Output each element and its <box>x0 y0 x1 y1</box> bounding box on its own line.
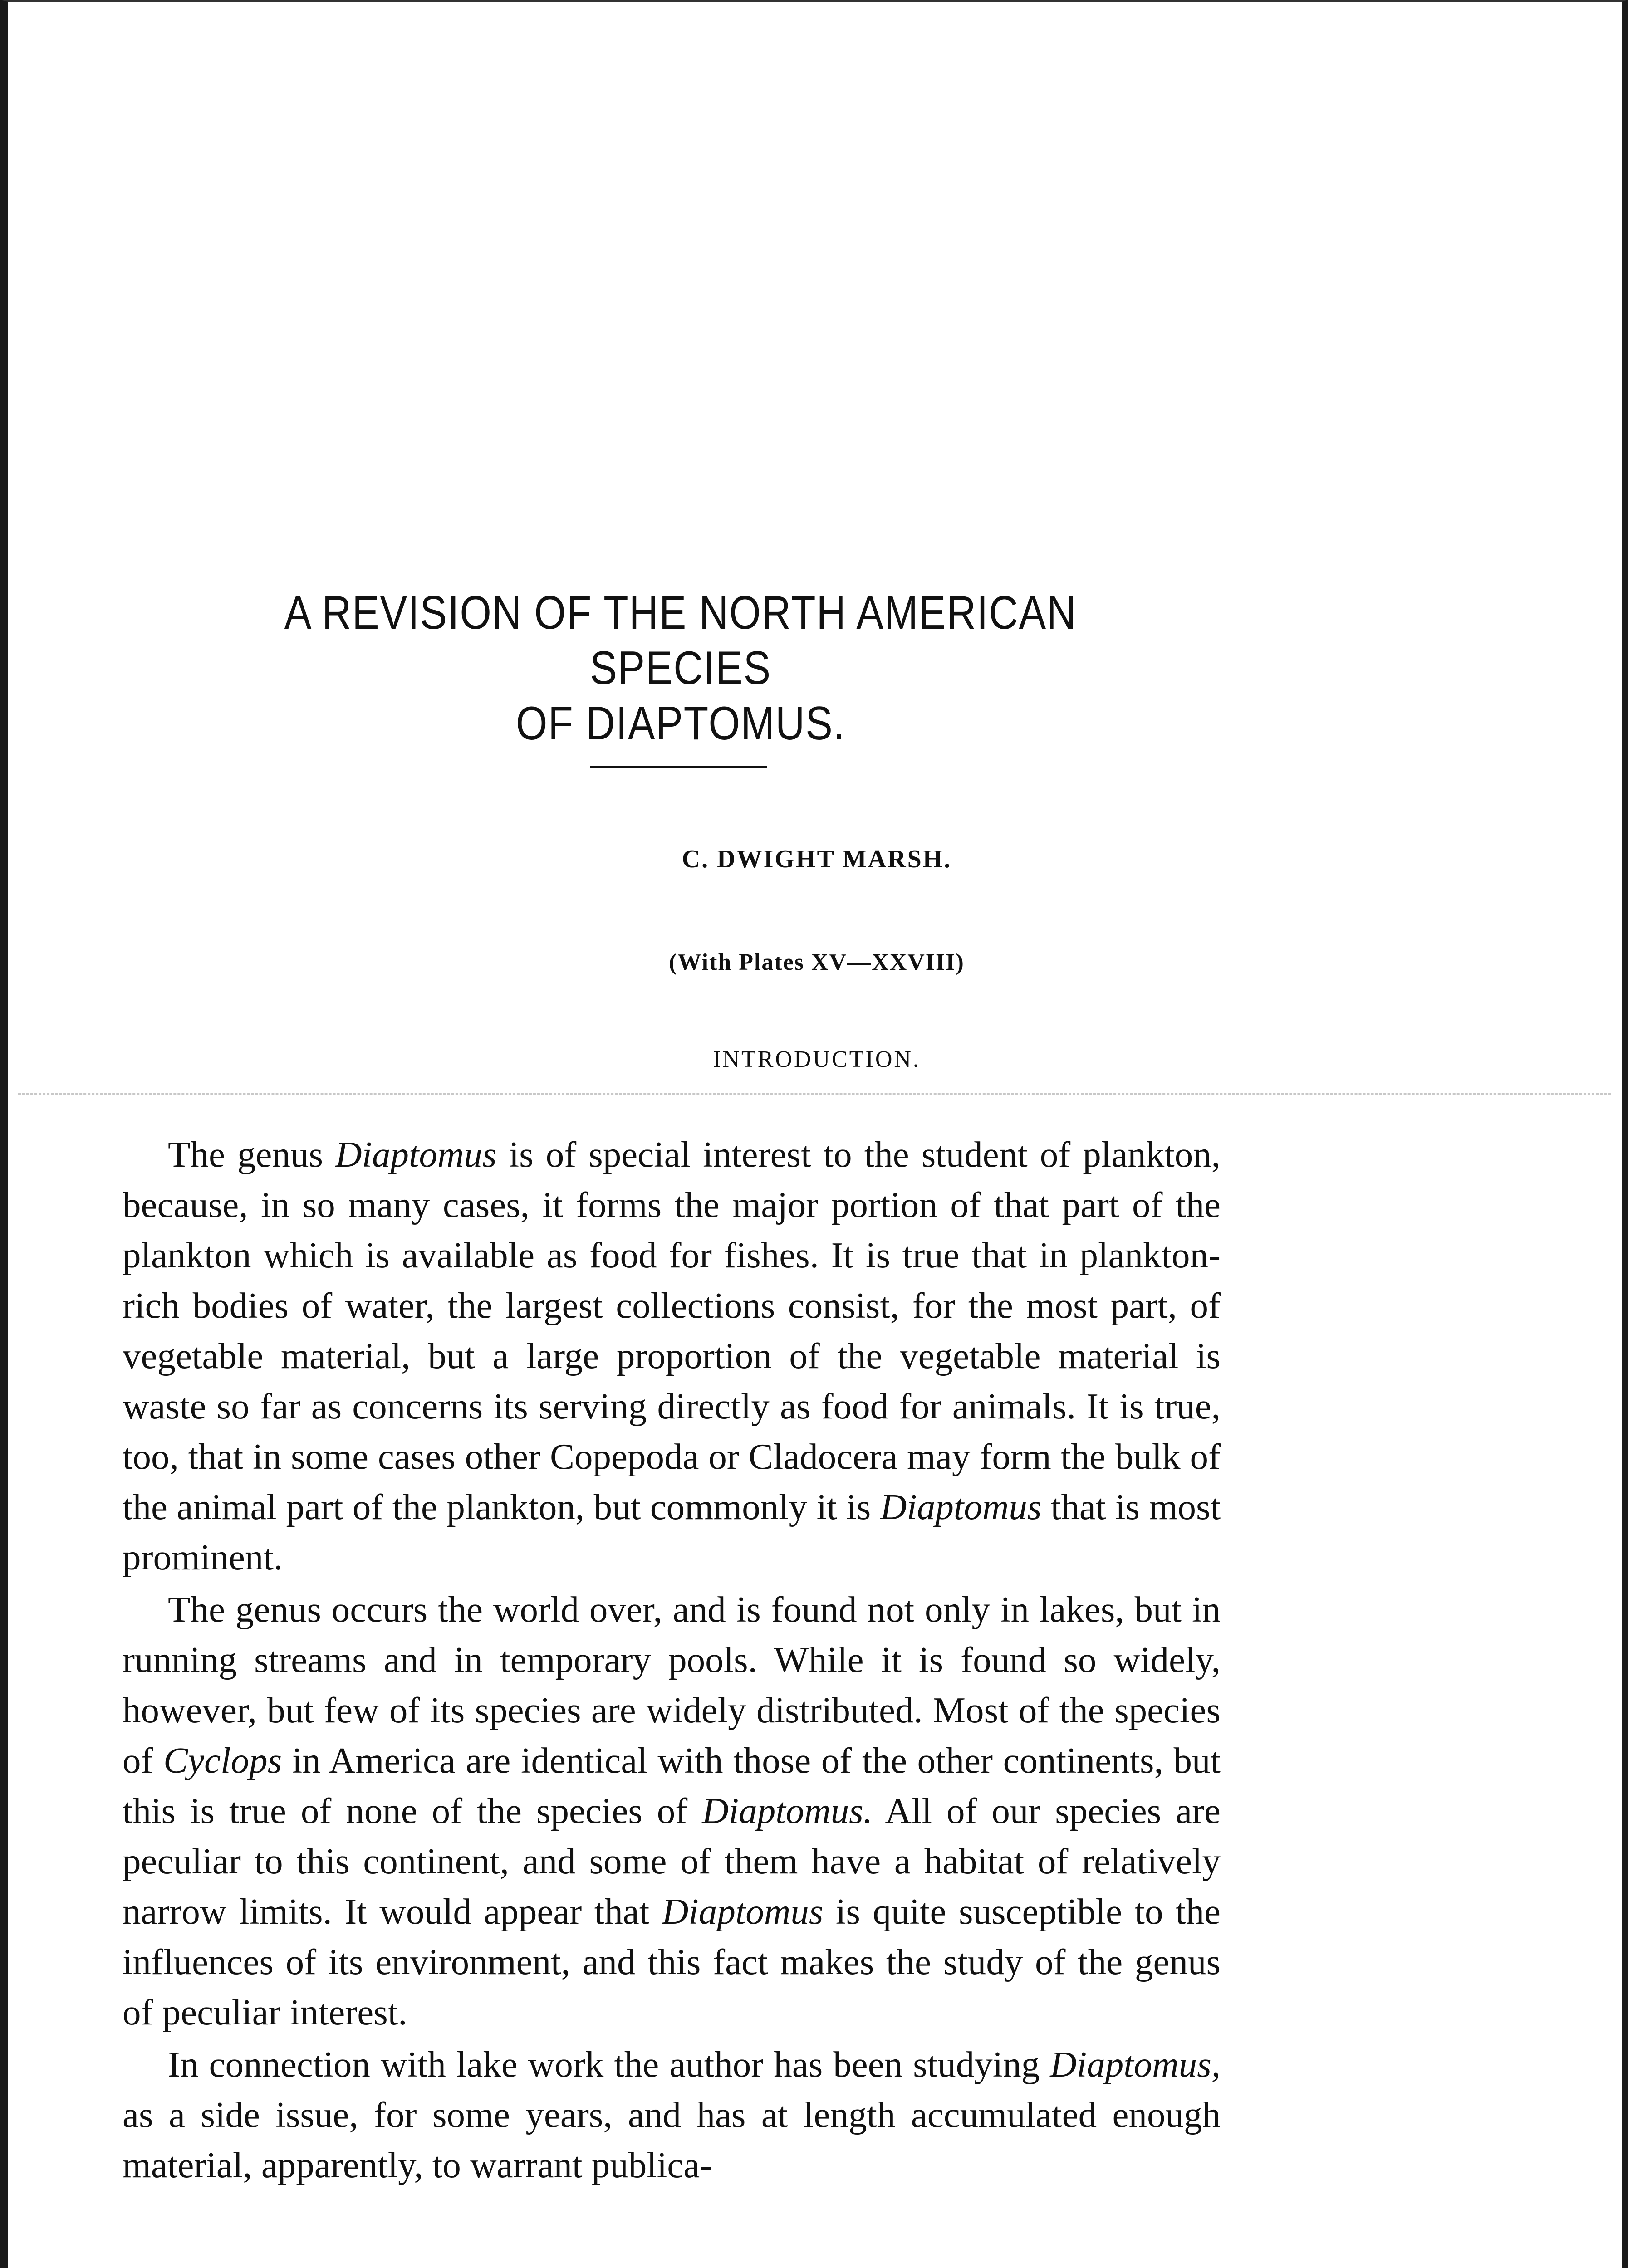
article-title <box>220 585 1141 751</box>
text-run: in America are identical with those of the other continents, but this is true of none of the species of <box>123 1740 1221 1831</box>
text-run: In connection with lake work the author has been studying <box>168 2044 1050 2085</box>
plates-note: (With Plates XV—XXVIII) <box>669 949 965 975</box>
body-text <box>123 1129 1221 2190</box>
section-heading: INTRODUCTION. <box>713 1046 921 1072</box>
italic-term: Diaptomus <box>662 1891 824 1932</box>
italic-term: Diaptomus. <box>702 1790 873 1831</box>
text-run: The genus <box>168 1134 336 1175</box>
text-run: All of our species are peculiar to this continent, and some of them have a habitat of relatively narrow limits. It would appear that <box>123 1790 1221 1932</box>
body-paragraph <box>123 2039 1221 2190</box>
text-run: is quite susceptible to the influences of its environment, and this fact makes the study of the genus of peculiar interest. <box>123 1891 1221 2033</box>
italic-term: Diaptomus <box>335 1134 497 1175</box>
italic-term: Diaptomus <box>880 1486 1042 1527</box>
text-run: The genus occurs the world over, and is found not only in lakes, but in running streams and in temporary pools. While it is found so widely, however, but few of its species are widely distributed. Most of the species of <box>123 1589 1221 1781</box>
article-title-line-2: OF DIAPTOMUS. <box>515 697 846 750</box>
author-name: C. DWIGHT MARSH. <box>682 845 952 873</box>
title-divider <box>590 766 767 768</box>
text-run: that is most prominent. <box>123 1486 1221 1578</box>
page-fold-line <box>18 1093 1611 1095</box>
italic-term: Cyclops <box>163 1740 282 1781</box>
text-run: as a side issue, for some years, and has at length accumulated enough material, apparently, to warrant publica- <box>123 2094 1221 2185</box>
article-title-line-1: A REVISION OF THE NORTH AMERICAN SPECIES <box>284 587 1077 694</box>
italic-term: Diaptomus, <box>1050 2044 1221 2085</box>
body-paragraph <box>123 1129 1221 1583</box>
text-run: is of special interest to the student of plankton, because, in so many cases, it forms the major portion of that part of the plankton which is available as food for fishes. It is true that in plankton-rich bodies of water, the largest collections consist, for the most part, of vegetable material, but a large proportion of the vegetable material is waste so far as concerns its serving directly as food for animals. It is true, too, that in some cases other Copepoda or Cladocera may form the bulk of the animal part of the plankton, but commonly it is <box>123 1134 1221 1527</box>
body-paragraph <box>123 1584 1221 2038</box>
